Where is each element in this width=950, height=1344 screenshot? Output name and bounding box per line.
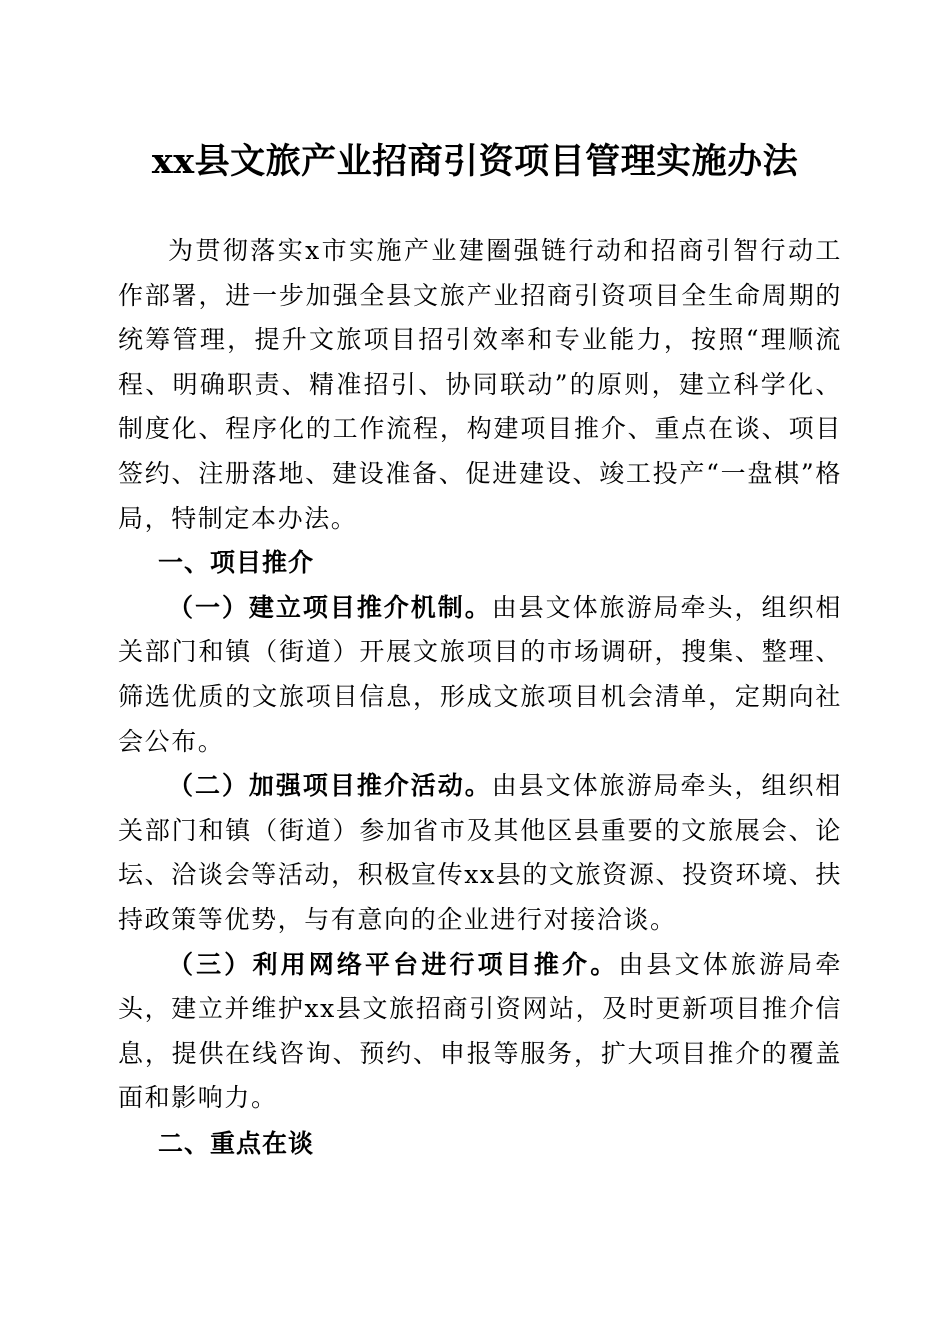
section-heading-2: 二、重点在谈	[158, 1128, 315, 1158]
document-body	[118, 229, 842, 1166]
intro-paragraph: 为贯彻落实x市实施产业建圈强链行动和招商引智行动工作部署，进一步加强全县文旅产业招商引资项目全生命周期的统筹管理，提升文旅项目招引效率和专业能力，按照“理顺流程、明确职责、精准招引、协同联动”的原则，建立科学化、制度化、程序化的工作流程，构建项目推介、重点在谈、项目签约、注册落地、建设准备、促进建设、竣工投产“一盘棋”格局，特制定本办法。	[118, 236, 842, 533]
item-text: 由县文体旅游局牵头，组织相关部门和镇（街道）开展文旅项目的市场调研，搜集、整理、筛选优质的文旅项目信息，形成文旅项目机会清单，定期向社会公布。	[118, 592, 842, 756]
item-lead: （二）加强项目推介活动。	[168, 771, 492, 801]
item-text: 由县文体旅游局牵头，建立并维护xx县文旅招商引资网站，及时更新项目推介信息，提供在线咨询、预约、申报等服务，扩大项目推介的覆盖面和影响力。	[118, 949, 842, 1113]
section-1-item-2	[118, 764, 842, 942]
document-title: xx县文旅产业招商引资项目管理实施办法	[151, 141, 799, 182]
item-lead: （三）利用网络平台进行项目推介。	[168, 949, 619, 979]
item-lead: （一）建立项目推介机制。	[168, 592, 492, 622]
section-heading-1: 一、项目推介	[158, 548, 315, 578]
section-1-item-1	[118, 586, 842, 764]
section-1-item-3	[118, 943, 842, 1121]
item-text: 由县文体旅游局牵头，组织相关部门和镇（街道）参加省市及其他区县重要的文旅展会、论坛、洽谈会等活动，积极宣传xx县的文旅资源、投资环境、扶持政策等优势，与有意向的企业进行对接洽谈。	[118, 771, 842, 934]
